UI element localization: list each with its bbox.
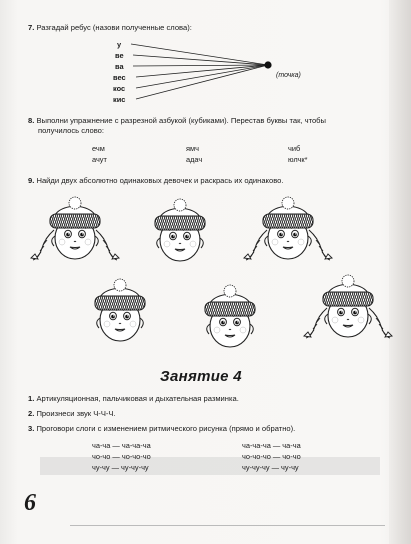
lesson-item-text: Артикуляционная, пальчиковая и дыхательная разминка. — [36, 394, 239, 403]
syllable-row: ча-ча — ча-ча-ча — [92, 441, 151, 450]
lesson-item-3 — [28, 424, 295, 433]
syllable-row: чо-чо-чо — чо-чо — [242, 452, 301, 461]
girl-3 — [244, 197, 332, 260]
shaded-band — [40, 457, 380, 475]
task7-text: Разгадай ребус (назови полученные слова): — [36, 23, 192, 32]
scrambled-word: ачут — [92, 155, 107, 164]
task8-line1: Выполни упражнение с разрезной азбукой (кубиками). Перестав буквы так, чтобы — [36, 116, 326, 125]
lesson-item-text: Произнеси звук Ч-Ч-Ч. — [36, 409, 116, 418]
lesson-item-1 — [28, 394, 239, 403]
rebus-syllable-4: вес — [113, 73, 126, 82]
scrambled-word: ямч — [186, 144, 199, 153]
rebus-dot-label: (точка) — [276, 72, 301, 79]
bottom-rule — [70, 525, 385, 526]
syllable-row: чу-чу-чу — чу-чу — [242, 463, 299, 472]
scrambled-word: адач — [186, 155, 203, 164]
scrambled-word: ечм — [92, 144, 105, 153]
girl-6 — [304, 275, 392, 338]
lesson-item-number: 3. — [28, 424, 35, 433]
girl-2 — [155, 199, 205, 261]
lesson-item-number: 2. — [28, 409, 35, 418]
girl-5 — [205, 285, 255, 347]
task8-line2: получилось слово: — [38, 126, 105, 135]
task9-text: Найди двух абсолютно одинаковых девочек и раскрась их одинаково. — [36, 176, 284, 185]
lesson-item-2 — [28, 409, 116, 418]
task9-number: 9. — [28, 176, 35, 185]
lesson-item-number: 1. — [28, 394, 35, 403]
syllable-row: чу-чу — чу-чу-чу — [92, 463, 149, 472]
task7-number: 7. — [28, 23, 35, 32]
rebus-syllable-5: кос — [113, 84, 126, 93]
rebus-syllable-6: кис — [113, 95, 126, 104]
rebus-syllable-2: ве — [115, 51, 124, 60]
lesson-item-text: Проговори слоги с изменением ритмического рисунка (прямо и обратно). — [36, 424, 296, 433]
page-number: 6 — [24, 490, 36, 516]
rebus-syllable-1: у — [117, 40, 122, 49]
syllable-row: ча-ча-ча — ча-ча — [242, 441, 301, 450]
syllable-row: чо-чо — чо-чо-чо — [92, 452, 151, 461]
scrambled-word: чиб — [288, 144, 301, 153]
lesson-title: Занятие 4 — [160, 368, 242, 385]
rebus-syllable-3: ва — [115, 62, 124, 71]
girl-1 — [31, 197, 119, 260]
scrambled-word: юлчк* — [288, 155, 308, 164]
task8-number: 8. — [28, 116, 35, 125]
girl-4 — [95, 279, 145, 341]
